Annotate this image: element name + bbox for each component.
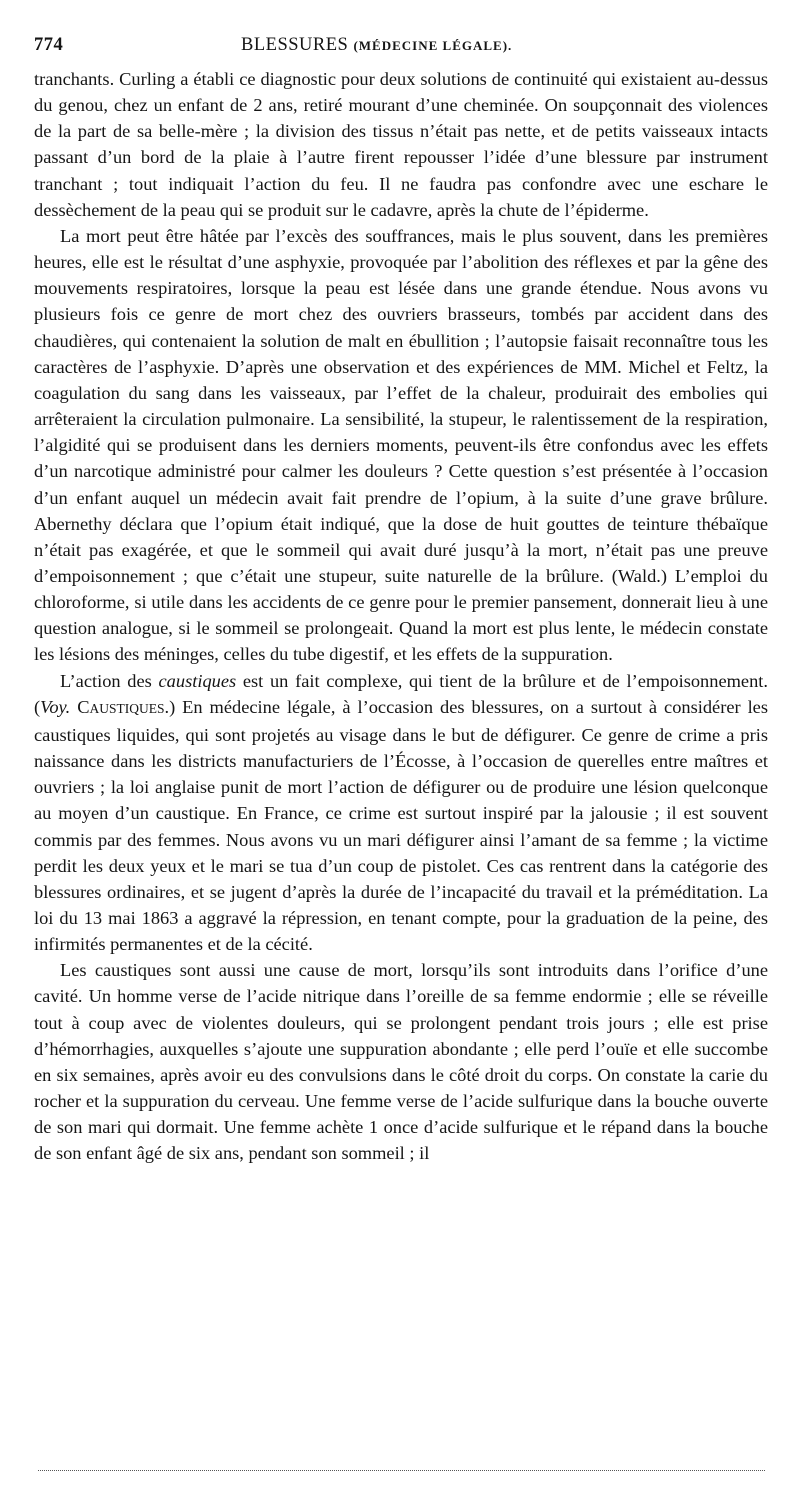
voy-reference: Voy. xyxy=(40,696,71,717)
paragraph-asphyxie: La mort peut être hâtée par l’excès des souffrances, mais le plus souvent, dans les premières heures, elle est le résultat d’une asphyxie, provoquée par l’abolition des réflexes et par la gêne des mouvements respiratoires, lorsque la peau est lésée dans une grande étendue. Nous avons vu plusieurs fois ce genre de mort chez des ouvriers brasseurs, tombés par accident dans des chaudières, qui contenaient la solution de malt en ébullition ; l’autopsie faisait reconnaître tous les caractères de l’asphyxie. D’après une observation et des expériences de MM. Michel et Feltz, la coagulation du sang dans les vaisseaux, par l’effet de la chaleur, produirait des embolies qui arrêteraient la circulation pulmonaire. La sensibilité, la stupeur, le ralentissement de la respiration, l’algidité qui se produisent dans les derniers moments, peuvent-ils être confondus avec les effets d’un narcotique administré pour calmer les douleurs ? Cette question s’est présentée à l’occasion d’un enfant auquel un médecin avait fait prendre de l’opium, à la suite d’une grave brûlure. Abernethy déclara que l’opium était indiqué, que la dose de huit gouttes de teinture thébaïque n’était pas exagérée, et que le sommeil qui avait duré jusqu’à la mort, n’était pas une preuve d’empoisonnement ; que c’était une stupeur, suite naturelle de la brûlure. (Wald.) L’emploi du chloroforme, si utile dans les accidents de ce genre pour le premier pansement, donnerait lieu à une question analogue, si le sommeil se prolongeait. Quand la mort est plus lente, le médecin constate les lésions des méninges, celles du tube digestif, et les effets de la suppuration. xyxy=(34,225,768,665)
para-segment: L’action des xyxy=(60,670,159,691)
cross-ref-smallcaps: AUSTIQUES xyxy=(89,700,165,716)
page xyxy=(34,26,768,1167)
paragraph-continuation: tranchants. Curling a établi ce diagnostic pour deux solutions de continuité qui existaient au-dessus du genou, chez un enfant de 2 ans, retiré mourant d’une cheminée. On soupçonnait des violences de la part de sa belle-mère ; la division des tissus n’était pas nette, et de petits vaisseaux intacts passant d’un bord de la plaie à l’autre firent repousser l’idée d’une blessure par instrument tranchant ; tout indiquait l’action du feu. Il ne faudra pas confondre avec une eschare le dessèchement de la peau qui se produit sur le cadavre, après la chute de l’épiderme. xyxy=(34,69,768,220)
running-title-sub: (MÉDECINE LÉGALE). xyxy=(353,38,513,53)
running-header xyxy=(34,26,768,64)
term-caustiques: caustiques xyxy=(158,670,237,691)
running-title xyxy=(241,26,512,65)
footer-dotted-rule xyxy=(38,1470,765,1471)
page-number: 774 xyxy=(34,35,64,55)
para-segment: est un fait complexe, qui tient de la brûlure et de l’empoisonnement. ( xyxy=(34,670,768,717)
paragraph-caustiques xyxy=(34,668,768,958)
para-segment: .) En médecine légale, à l’occasion des blessures, on a surtout à considérer les caustiques liquides, qui sont projetés au visage dans le but de défigurer. Ce genre de crime a pris naissance dans les districts manufacturiers de l’Écosse, à l’occasion de querelles entre maîtres et ouvriers ; la loi anglaise punit de mort l’action de défigurer ou de produire une lésion quelconque au moyen d’un caustique. En France, ce crime est surtout inspiré par la jalousie ; il est souvent commis par des femmes. Nous avons vu un mari défigurer ainsi l’amant de sa femme ; la victime perdit les deux yeux et le mari se tua d’un coup de pistolet. Ces cas rentrent dans la catégorie des blessures ordinaires, et se jugent d’après la durée de l’incapacité du travail et la préméditation. La loi du 13 mai 1863 a aggravé la répression, en tenant compte, pour la graduation de la peine, des infirmités permanentes et de la cécité. xyxy=(34,696,768,955)
cross-ref-initial: C xyxy=(70,696,90,717)
running-title-main: BLESSURES xyxy=(241,35,349,55)
paragraph-cause-de-mort: Les caustiques sont aussi une cause de mort, lorsqu’ils sont introduits dans l’orifice d’une cavité. Un homme verse de l’acide nitrique dans l’oreille de sa femme endormie ; elle se réveille tout à coup avec de violentes douleurs, qui se prolongent pendant trois jours ; elle est prise d’hémorrhagies, auxquelles s’ajoute une suppuration abondante ; elle perd l’ouïe et elle succombe en six semaines, après avoir eu des convulsions dans le côté droit du corps. On constate la carie du rocher et la suppuration du cerveau. Une femme verse de l’acide sulfurique dans la bouche ouverte de son mari qui dormait. Une femme achète 1 once d’acide sulfurique et le répand dans la bouche de son enfant âgé de six ans, pendant son sommeil ; il xyxy=(34,960,768,1164)
body-text xyxy=(34,66,768,1167)
